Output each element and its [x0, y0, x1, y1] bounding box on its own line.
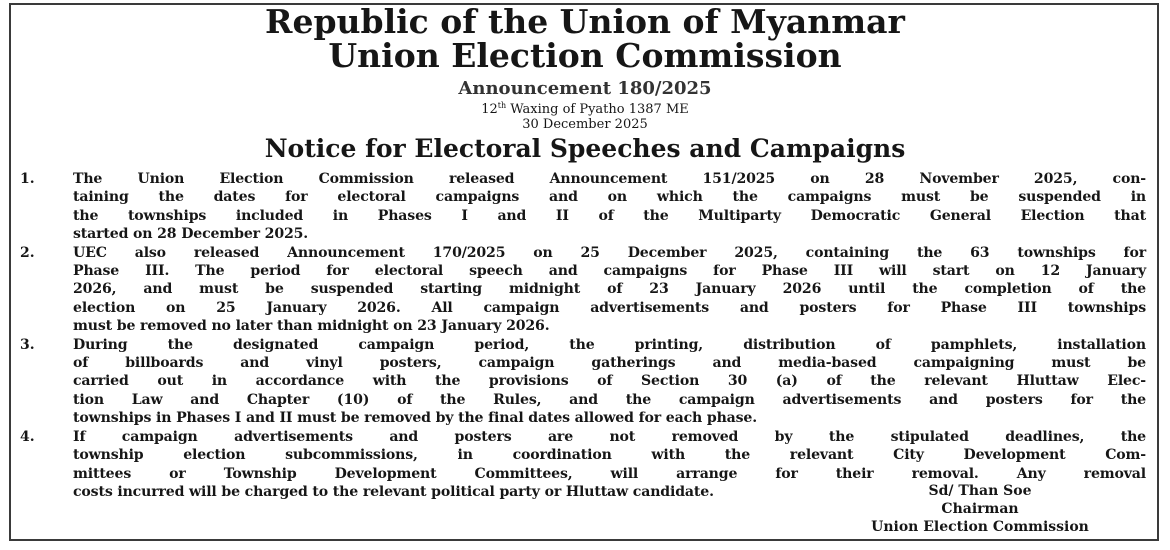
- item-number: 1.: [20, 171, 35, 187]
- item-line: of billboards and vinyl posters, campaign gatherings and media-based campaigning must be: [73, 355, 1146, 372]
- announcement-number: Announcement 180/2025: [458, 78, 712, 99]
- item-line: township election subcommissions, in coordination with the relevant City Development Com-: [73, 447, 1146, 464]
- date-lunar: [0, 102, 1170, 118]
- item-number: 3.: [20, 336, 35, 353]
- item-line: the townships included in Phases I and II of the Multiparty Democratic General Election that: [73, 207, 1146, 224]
- item-line: Phase III. The period for electoral speech and campaigns for Phase III will start on 12 January: [73, 263, 1146, 280]
- item-line: tion Law and Chapter (10) of the Rules, and the campaign advertisements and posters for the: [73, 391, 1146, 408]
- item-line: started on 28 December 2025.: [73, 226, 309, 243]
- signature-position: Chairman: [941, 501, 1019, 517]
- item-number: 2.: [20, 244, 35, 261]
- item-line: townships in Phases I and II must be removed by the final dates allowed for each phase.: [73, 410, 758, 427]
- signature-organization: Union Election Commission: [871, 519, 1089, 535]
- item-line: costs incurred will be charged to the relevant political party or Hluttaw candidate.: [73, 483, 714, 500]
- notice-item-2: [0, 244, 1170, 336]
- notice-items: [0, 170, 1170, 501]
- item-line: election on 25 January 2026. All campaign advertisements and posters for Phase III townships: [73, 299, 1146, 316]
- title-country: Republic of the Union of Myanmar: [265, 2, 905, 41]
- item-line: must be removed no later than midnight on 23 January 2026.: [73, 318, 550, 335]
- item-line: UEC also released Announcement 170/2025 on 25 December 2025, containing the 63 townships for: [73, 244, 1146, 261]
- item-text: [73, 336, 1146, 428]
- date-lunar-suffix: th: [497, 101, 507, 110]
- item-line: taining the dates for electoral campaigns and on which the campaigns must be suspended in: [73, 189, 1146, 206]
- notice-item-3: [0, 336, 1170, 428]
- item-text: [73, 244, 1146, 336]
- date-gregorian: 30 December 2025: [522, 117, 648, 132]
- date-lunar-day: 12: [481, 102, 498, 117]
- item-line: 2026, and must be suspended starting midnight of 23 January 2026 until the completion of the: [73, 281, 1146, 298]
- title-commission: Union Election Commission: [328, 36, 842, 75]
- item-line: carried out in accordance with the provisions of Section 30 (a) of the relevant Hluttaw Elec-: [73, 373, 1146, 390]
- date-lunar-month: Waxing of Pyatho 1387 ME: [506, 102, 689, 117]
- item-line: During the designated campaign period, the printing, distribution of pamphlets, installation: [73, 336, 1146, 353]
- item-line: If campaign advertisements and posters are not removed by the stipulated deadlines, the: [73, 428, 1146, 445]
- item-text: [73, 170, 1146, 244]
- notice-title: Notice for Electoral Speeches and Campaigns: [264, 134, 906, 163]
- item-number: 4.: [20, 428, 35, 445]
- item-line: The Union Election Commission released Announcement 151/2025 on 28 November 2025, con-: [73, 171, 1146, 187]
- signature-name: Sd/ Than Soe: [928, 483, 1032, 499]
- notice-item-1: [0, 170, 1170, 244]
- item-line: mittees or Township Development Committees, will arrange for their removal. Any removal: [73, 465, 1146, 482]
